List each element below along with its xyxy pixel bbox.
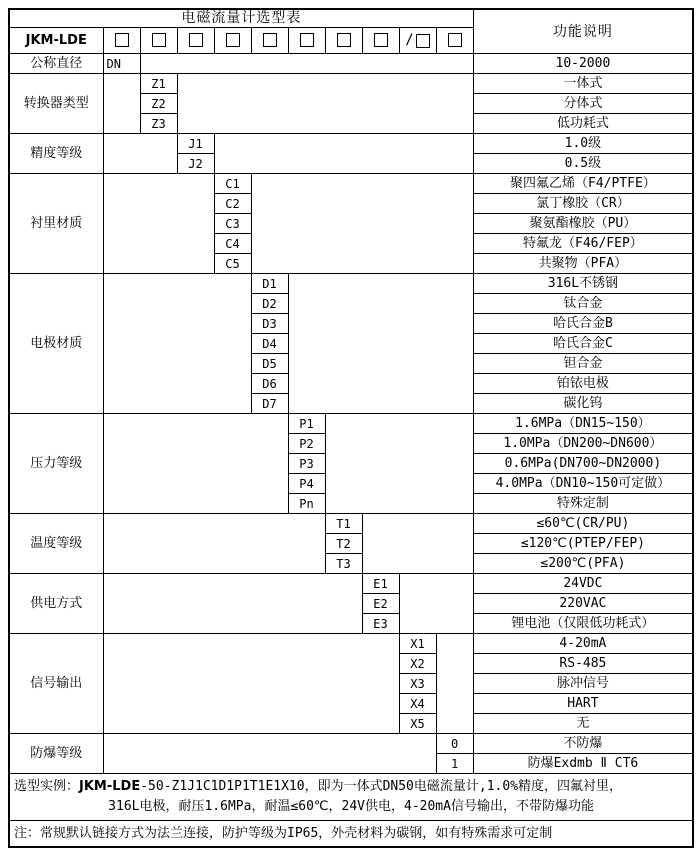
option-description-cell: 哈氏合金B: [473, 314, 693, 334]
option-description-cell: 防爆Exdmb Ⅱ CT6: [473, 754, 693, 774]
category-label: 温度等级: [9, 514, 103, 574]
option-code-cell: T1: [325, 514, 362, 534]
option-code-cell: J2: [177, 154, 214, 174]
note-text: 注：常规默认链接方式为法兰连接，防护等级为IP65，外壳材料为碳钢，如有特殊需求可定制: [9, 821, 693, 848]
option-description-cell: 220VAC: [473, 594, 693, 614]
option-code-cell: C2: [214, 194, 251, 214]
function-column-header: 功能说明: [473, 9, 693, 54]
option-description-cell: 无: [473, 714, 693, 734]
option-code-cell: T2: [325, 534, 362, 554]
model-code-box-cell: [399, 28, 436, 54]
option-code-cell: D7: [251, 394, 288, 414]
option-code-cell: 1: [436, 754, 473, 774]
option-code-cell: X1: [399, 634, 436, 654]
spec-row: [9, 134, 693, 154]
model-code-box-cell: [103, 28, 140, 54]
option-code-cell: J1: [177, 134, 214, 154]
left-spacer-cell: [103, 514, 325, 574]
model-code-checkbox: [189, 33, 203, 47]
model-code-checkbox: [300, 33, 314, 47]
category-label: 供电方式: [9, 574, 103, 634]
option-code-cell: E2: [362, 594, 399, 614]
option-description-cell: 哈氏合金C: [473, 334, 693, 354]
option-code-cell: Z2: [140, 94, 177, 114]
right-spacer-cell: [325, 414, 473, 514]
model-code-box-cell: [177, 28, 214, 54]
spec-row: [9, 734, 693, 754]
option-code-cell: D2: [251, 294, 288, 314]
slash-separator: /: [405, 32, 414, 48]
option-description-cell: 1.6MPa（DN15~150）: [473, 414, 693, 434]
option-description-cell: RS-485: [473, 654, 693, 674]
option-code-cell: X5: [399, 714, 436, 734]
option-code-cell: D3: [251, 314, 288, 334]
model-prefix: JKM-LDE: [9, 28, 103, 54]
right-spacer-cell: [177, 74, 473, 134]
option-description-cell: 氯丁橡胶（CR）: [473, 194, 693, 214]
right-spacer-cell: [362, 514, 473, 574]
option-code-cell: Z3: [140, 114, 177, 134]
model-code-checkbox: [416, 34, 430, 48]
left-spacer-cell: [103, 134, 177, 174]
model-code-checkbox: [226, 33, 240, 47]
option-code-cell: P4: [288, 474, 325, 494]
table-title: 电磁流量计选型表: [9, 9, 473, 28]
model-code-box-cell: [436, 28, 473, 54]
spec-row: [9, 274, 693, 294]
category-label: 转换器类型: [9, 74, 103, 134]
spec-row: [9, 174, 693, 194]
right-spacer-cell: [251, 174, 473, 274]
spec-row: [9, 414, 693, 434]
option-code-cell: DN: [103, 54, 140, 74]
option-code-cell: X3: [399, 674, 436, 694]
selection-example: [9, 774, 693, 821]
category-label: 精度等级: [9, 134, 103, 174]
option-description-cell: 低功耗式: [473, 114, 693, 134]
option-description-cell: 10-2000: [473, 54, 693, 74]
model-code-checkbox: [263, 33, 277, 47]
example-row: [9, 774, 693, 821]
spec-row: [9, 514, 693, 534]
option-description-cell: 特氟龙（F46/FEP）: [473, 234, 693, 254]
option-description-cell: 4-20mA: [473, 634, 693, 654]
model-code-checkbox: [374, 33, 388, 47]
right-spacer-cell: [436, 634, 473, 734]
option-description-cell: 聚四氟乙烯（F4/PTFE）: [473, 174, 693, 194]
category-label: 电极材质: [9, 274, 103, 414]
option-description-cell: 锂电池（仅限低功耗式）: [473, 614, 693, 634]
category-label: 信号输出: [9, 634, 103, 734]
model-code-checkbox: [115, 33, 129, 47]
option-description-cell: ≤120℃(PTEP/FEP): [473, 534, 693, 554]
option-code-cell: C5: [214, 254, 251, 274]
option-description-cell: 铂铱电极: [473, 374, 693, 394]
option-description-cell: ≤200℃(PFA): [473, 554, 693, 574]
option-description-cell: 4.0MPa（DN10~150可定做）: [473, 474, 693, 494]
option-code-cell: P3: [288, 454, 325, 474]
model-code-box-cell: [288, 28, 325, 54]
left-spacer-cell: [103, 174, 214, 274]
left-spacer-cell: [103, 634, 399, 734]
spec-row: [9, 574, 693, 594]
left-spacer-cell: [103, 734, 436, 774]
left-spacer-cell: [103, 274, 251, 414]
example-model: JKM-LDE: [79, 779, 141, 794]
option-description-cell: 1.0MPa（DN200~DN600）: [473, 434, 693, 454]
model-code-checkbox: [337, 33, 351, 47]
example-line-2: 316L电极，耐压1.6MPa，耐温≤60℃，24V供电，4-20mA信号输出，不带防爆功能: [108, 799, 594, 814]
right-spacer-cell: [399, 574, 473, 634]
category-label: 防爆等级: [9, 734, 103, 774]
option-code-cell: C4: [214, 234, 251, 254]
model-code-checkbox: [448, 33, 462, 47]
option-description-cell: 钽合金: [473, 354, 693, 374]
example-line-1: [14, 777, 688, 797]
option-description-cell: 碳化钨: [473, 394, 693, 414]
category-label: 衬里材质: [9, 174, 103, 274]
spec-row: [9, 634, 693, 654]
spec-row: [9, 54, 693, 74]
option-description-cell: ≤60℃(CR/PU): [473, 514, 693, 534]
left-spacer-cell: [103, 574, 362, 634]
option-code-cell: E3: [362, 614, 399, 634]
option-description-cell: 特殊定制: [473, 494, 693, 514]
option-code-cell: D4: [251, 334, 288, 354]
model-code-box-cell: [251, 28, 288, 54]
option-description-cell: 分体式: [473, 94, 693, 114]
right-spacer-cell: [288, 274, 473, 414]
option-description-cell: 聚氨酯橡胶（PU）: [473, 214, 693, 234]
option-description-cell: 脉冲信号: [473, 674, 693, 694]
title-row: [9, 9, 693, 28]
option-code-cell: X2: [399, 654, 436, 674]
left-spacer-cell: [103, 414, 288, 514]
option-description-cell: 0.6MPa(DN700~DN2000): [473, 454, 693, 474]
option-description-cell: 共聚物（PFA）: [473, 254, 693, 274]
right-spacer-cell: [140, 54, 473, 74]
option-code-cell: T3: [325, 554, 362, 574]
left-spacer-cell: [103, 74, 140, 134]
option-description-cell: 0.5级: [473, 154, 693, 174]
option-code-cell: P1: [288, 414, 325, 434]
option-code-cell: 0: [436, 734, 473, 754]
model-code-checkbox: [152, 33, 166, 47]
option-description-cell: 一体式: [473, 74, 693, 94]
option-code-cell: Pn: [288, 494, 325, 514]
option-description-cell: 316L不锈钢: [473, 274, 693, 294]
model-code-box-cell: [140, 28, 177, 54]
example-text: -50-Z1J1C1D1P1T1E1X10，即为一体式DN50电磁流量计,1.0%精度，四氟衬里，: [140, 779, 623, 794]
option-code-cell: X4: [399, 694, 436, 714]
option-code-cell: D1: [251, 274, 288, 294]
option-description-cell: 1.0级: [473, 134, 693, 154]
option-code-cell: C1: [214, 174, 251, 194]
option-code-cell: D6: [251, 374, 288, 394]
model-code-box-cell: [214, 28, 251, 54]
option-code-cell: C3: [214, 214, 251, 234]
option-code-cell: Z1: [140, 74, 177, 94]
option-description-cell: 钛合金: [473, 294, 693, 314]
category-label: 公称直径: [9, 54, 103, 74]
example-prefix: 选型实例：: [14, 779, 80, 794]
option-code-cell: P2: [288, 434, 325, 454]
model-code-box-cell: [325, 28, 362, 54]
spec-row: [9, 74, 693, 94]
right-spacer-cell: [214, 134, 473, 174]
model-code-box-cell: [362, 28, 399, 54]
option-description-cell: 24VDC: [473, 574, 693, 594]
option-code-cell: D5: [251, 354, 288, 374]
option-description-cell: HART: [473, 694, 693, 714]
option-code-cell: E1: [362, 574, 399, 594]
selection-table: [8, 8, 694, 848]
option-description-cell: 不防爆: [473, 734, 693, 754]
note-row: [9, 821, 693, 848]
category-label: 压力等级: [9, 414, 103, 514]
